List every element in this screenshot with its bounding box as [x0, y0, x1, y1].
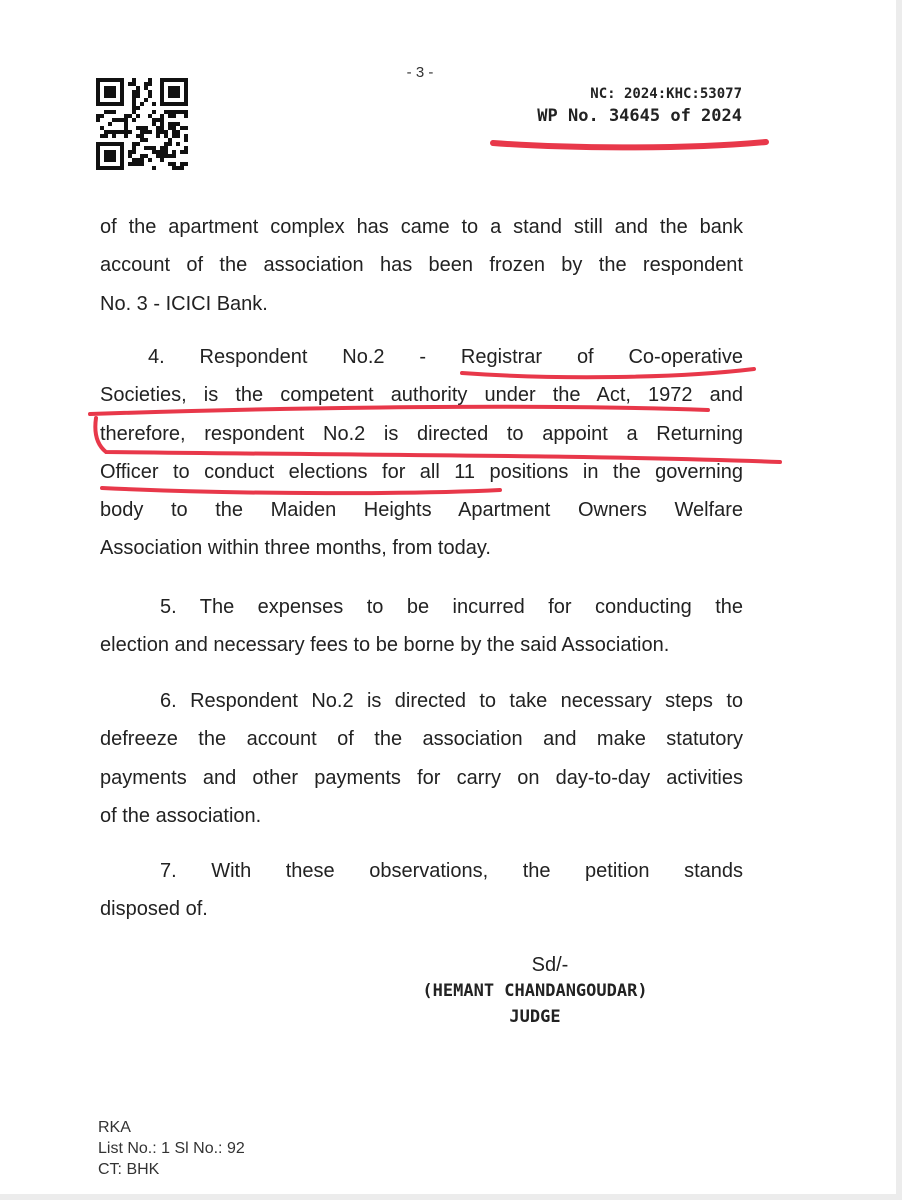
signature-mark: Sd/- — [531, 954, 569, 976]
footer-court-hall: CT: BHK — [98, 1161, 160, 1178]
paragraph-line: 5. The expenses to be incurred for conducting the — [160, 596, 743, 618]
paragraph-line: 7. With these observations, the petition stands — [160, 860, 743, 882]
case-number: WP No. 34645 of 2024 — [537, 106, 742, 126]
paragraph-line: account of the association has been frozen by the respondent — [100, 254, 743, 277]
signature-block — [365, 952, 705, 1030]
paragraph-line: defreeze the account of the association and make statutory — [100, 728, 743, 751]
paragraph-7 — [100, 852, 743, 929]
paragraph-line: No. 3 - ICICI Bank. — [100, 292, 268, 315]
paragraph-line: therefore, respondent No.2 is directed to appoint a Returning — [100, 422, 743, 445]
paragraph-line: 6. Respondent No.2 is directed to take necessary steps to — [160, 690, 743, 712]
case-reference-block — [537, 84, 742, 128]
paragraph-continued — [100, 208, 743, 323]
paragraph-line: payments and other payments for carry on day-to-day activities — [100, 766, 743, 789]
paragraph-line: of the apartment complex has came to a stand still and the bank — [100, 216, 743, 238]
qr-code-icon — [96, 78, 188, 170]
footer-initials: RKA — [98, 1119, 131, 1136]
paragraph-line: Association within three months, from today. — [100, 537, 491, 560]
paragraph-line: Officer to conduct elections for all 11 positions in the governing — [100, 460, 743, 483]
judge-name: (HEMANT CHANDANGOUDAR) — [422, 981, 648, 1001]
paragraph-line: of the association. — [100, 804, 262, 827]
paragraph-line: Societies, is the competent authority under the Act, 1972 and — [100, 384, 743, 407]
underline-case-number — [493, 142, 766, 147]
paragraph-line: disposed of. — [100, 898, 208, 921]
page-number: - 3 - — [406, 64, 434, 81]
neutral-citation: NC: 2024:KHC:53077 — [590, 86, 742, 102]
footer-list-number: List No.: 1 Sl No.: 92 — [98, 1140, 245, 1157]
footer-block — [98, 1117, 245, 1180]
paragraph-line: body to the Maiden Heights Apartment Owners Welfare — [100, 499, 743, 522]
paragraph-4 — [100, 338, 743, 568]
paragraph-line: election and necessary fees to be borne by the said Association. — [100, 634, 670, 657]
paragraph-5 — [100, 588, 743, 665]
paragraph-6 — [100, 682, 743, 835]
paragraph-line: 4. Respondent No.2 - Registrar of Co-operative — [148, 346, 743, 368]
judge-title: JUDGE — [509, 1007, 561, 1027]
